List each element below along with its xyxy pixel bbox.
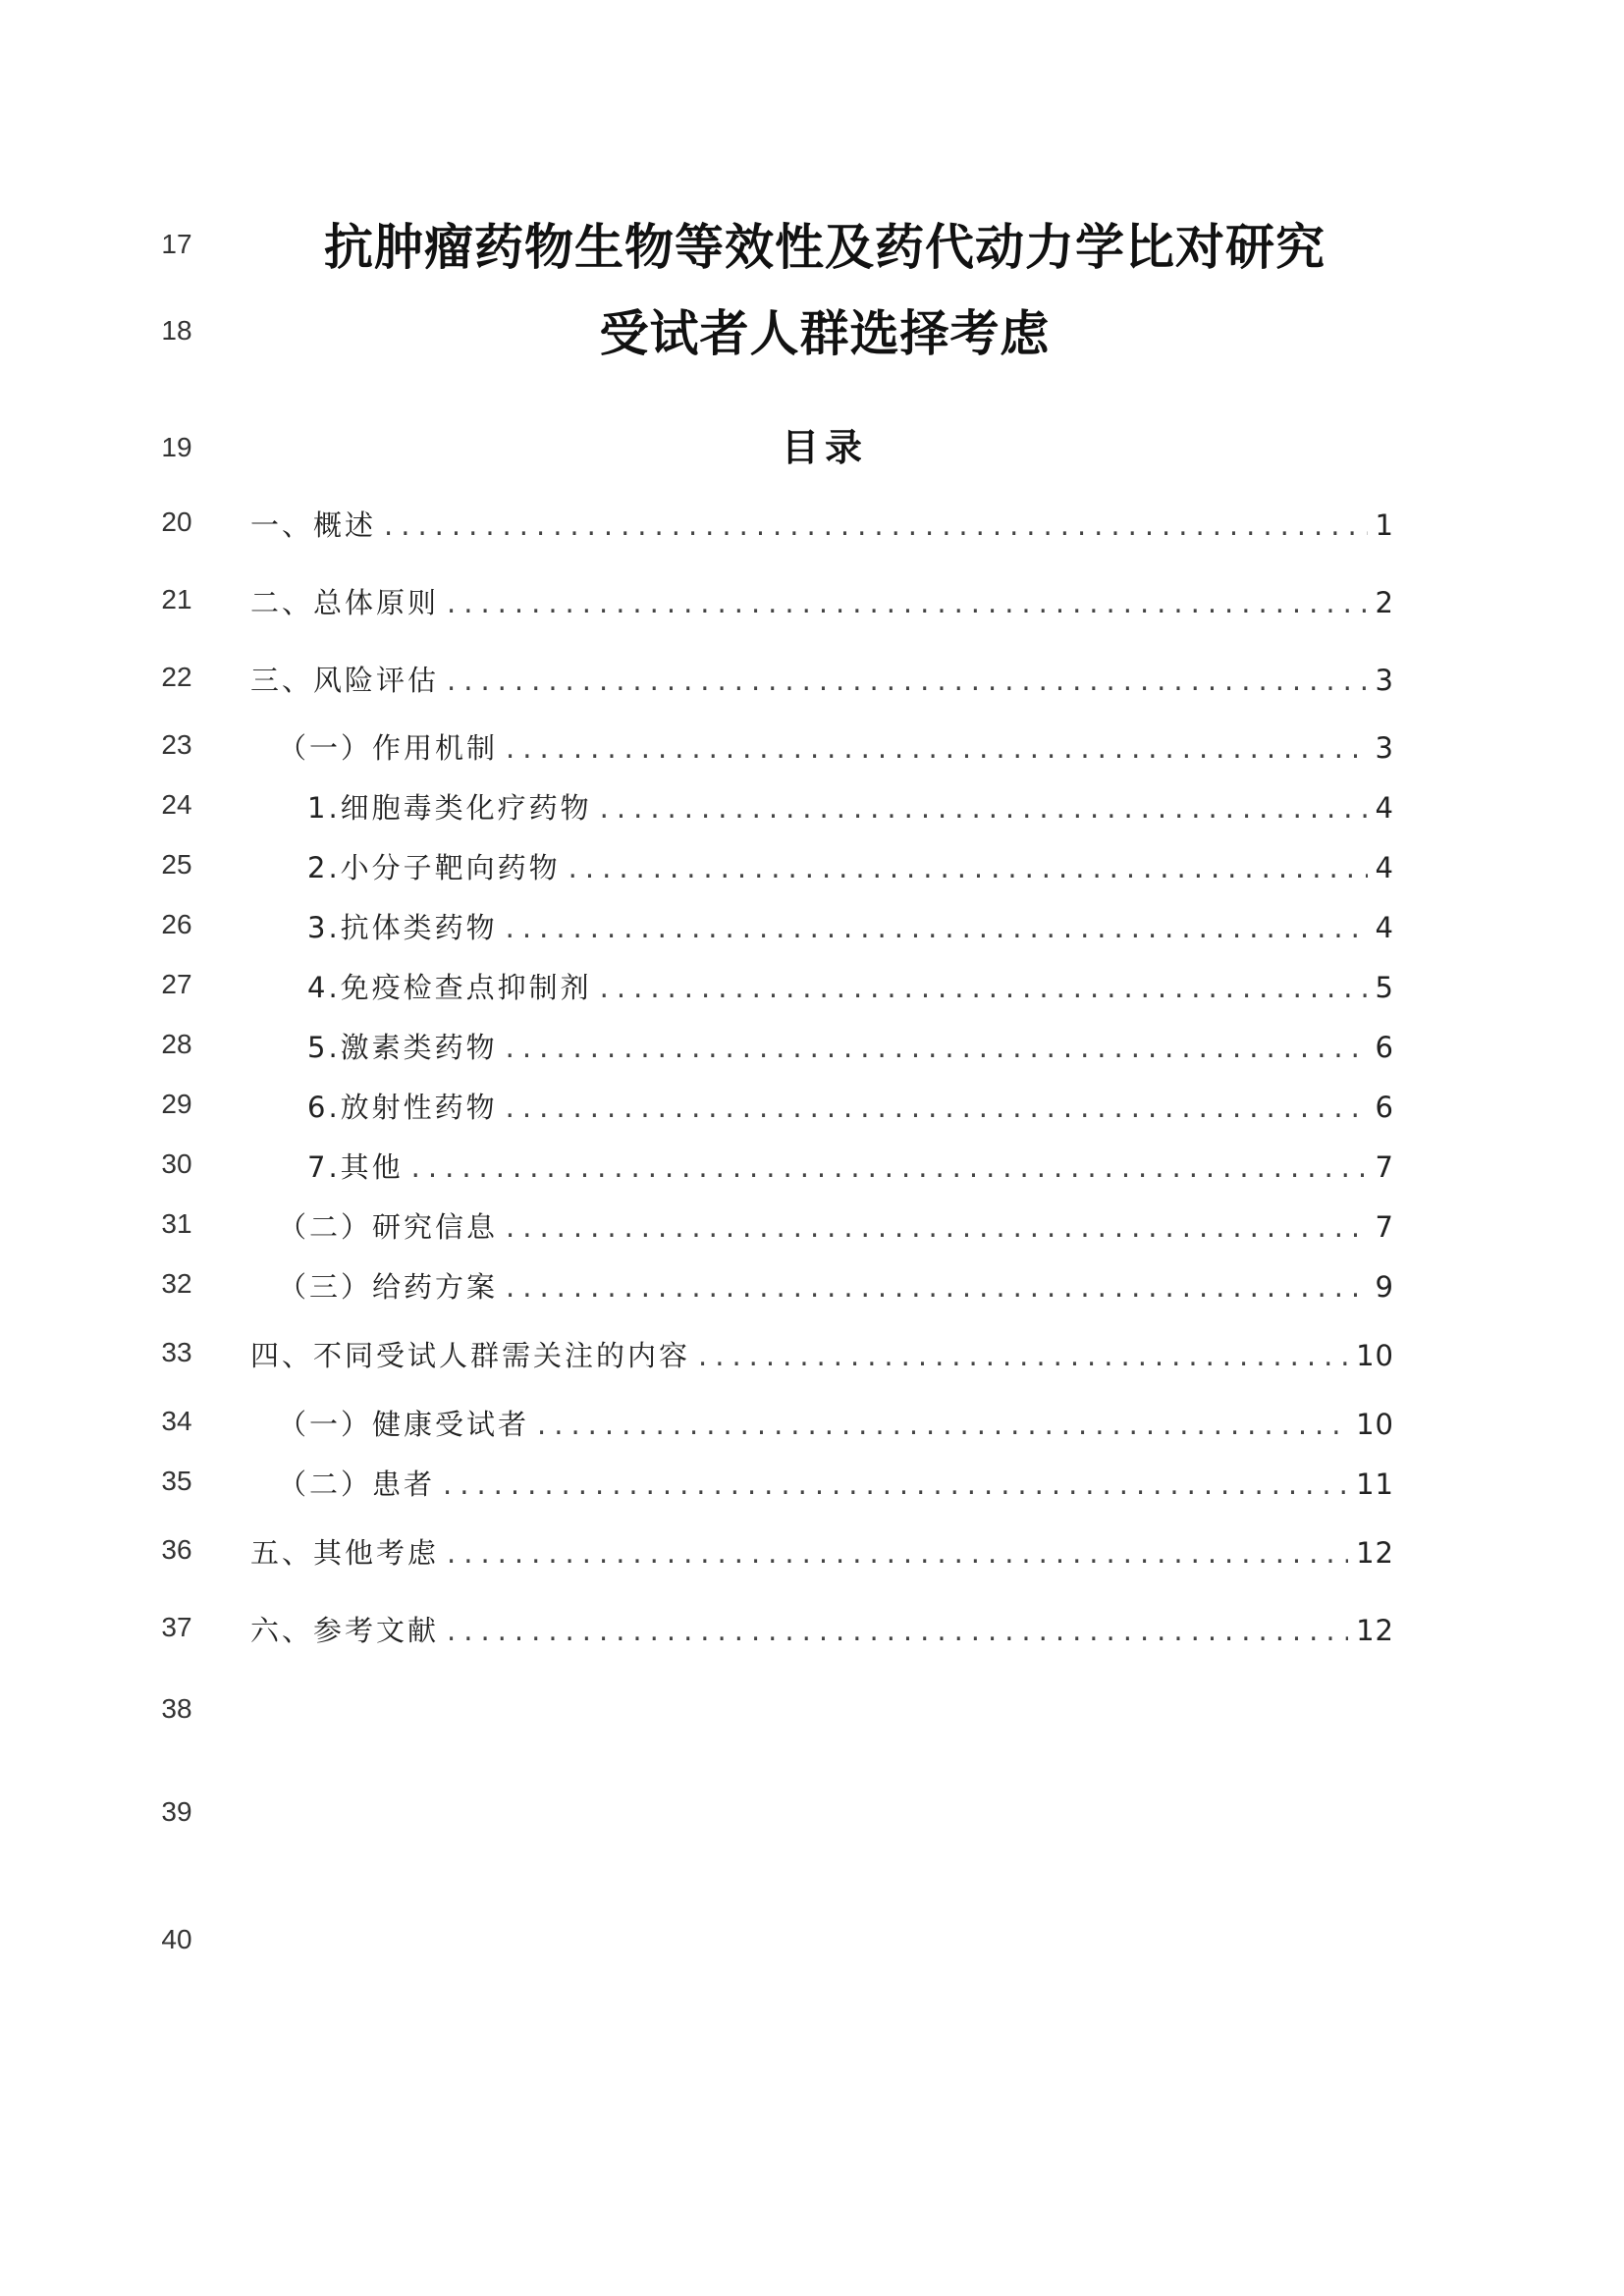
toc-entry-page: 12 xyxy=(1356,1614,1394,1647)
line-number: 28 xyxy=(161,1029,192,1059)
line-number: 20 xyxy=(161,507,192,537)
toc-leader-dots xyxy=(506,731,1368,765)
toc-entry[interactable] xyxy=(307,906,1394,946)
document-title-line-1: 抗肿瘤药物生物等效性及药代动力学比对研究 xyxy=(324,219,1326,276)
line-number: 29 xyxy=(161,1089,192,1119)
toc-entry[interactable] xyxy=(250,581,1394,621)
toc-entry-page: 6 xyxy=(1375,1031,1394,1064)
line-number: 24 xyxy=(161,789,192,820)
toc-leader-dots xyxy=(600,971,1368,1004)
toc-entry-label: 四、不同受试人群需关注的内容 xyxy=(250,1339,691,1372)
toc-leader-dots xyxy=(447,1536,1348,1570)
line-number: 35 xyxy=(161,1466,192,1496)
toc-entry-label: 一、概述 xyxy=(250,508,377,542)
toc-entry-page: 3 xyxy=(1375,731,1394,765)
toc-leader-dots xyxy=(506,1031,1368,1064)
line-number: 17 xyxy=(161,229,192,259)
document-title-line-2: 受试者人群选择考虑 xyxy=(599,305,1051,362)
toc-entry-label: 1.细胞毒类化疗药物 xyxy=(307,791,592,825)
line-number: 32 xyxy=(161,1268,192,1299)
line-number: 18 xyxy=(161,315,192,346)
toc-entry[interactable] xyxy=(278,1403,1394,1443)
toc-entry-page: 2 xyxy=(1375,586,1394,619)
toc-entry[interactable] xyxy=(278,1265,1394,1306)
toc-entry-label: （二）患者 xyxy=(278,1468,436,1501)
toc-entry[interactable] xyxy=(307,1086,1394,1126)
toc-entry-label: 4.免疫检查点抑制剂 xyxy=(307,971,592,1004)
toc-leader-dots xyxy=(568,851,1368,884)
toc-leader-dots xyxy=(506,911,1368,944)
toc-leader-dots xyxy=(600,791,1368,825)
toc-entry[interactable] xyxy=(278,1205,1394,1246)
line-number: 40 xyxy=(161,1924,192,1954)
toc-entry-page: 5 xyxy=(1375,971,1394,1004)
line-number: 36 xyxy=(161,1534,192,1565)
line-number: 23 xyxy=(161,729,192,760)
toc-entry[interactable] xyxy=(250,1334,1394,1374)
toc-entry-page: 4 xyxy=(1375,851,1394,884)
toc-heading: 目录 xyxy=(781,426,868,469)
line-number: 30 xyxy=(161,1148,192,1179)
toc-entry-page: 7 xyxy=(1375,1210,1394,1244)
toc-leader-dots xyxy=(698,1339,1348,1372)
toc-entry-label: 五、其他考虑 xyxy=(250,1536,440,1570)
toc-leader-dots xyxy=(506,1091,1368,1124)
toc-entry-label: 二、总体原则 xyxy=(250,586,440,619)
toc-entry-label: （一）健康受试者 xyxy=(278,1408,530,1441)
toc-entry-page: 3 xyxy=(1375,664,1394,697)
line-number: 25 xyxy=(161,849,192,880)
line-number: 31 xyxy=(161,1208,192,1239)
toc-leader-dots xyxy=(506,1270,1368,1304)
line-number: 33 xyxy=(161,1337,192,1367)
line-number: 27 xyxy=(161,969,192,999)
toc-entry[interactable] xyxy=(307,1026,1394,1066)
toc-entry-page: 10 xyxy=(1356,1408,1394,1441)
toc-entry-page: 10 xyxy=(1356,1339,1394,1372)
line-number: 19 xyxy=(161,432,192,462)
toc-leader-dots xyxy=(447,664,1368,697)
toc-entry[interactable] xyxy=(307,786,1394,827)
toc-entry-label: 六、参考文献 xyxy=(250,1614,440,1647)
line-number: 37 xyxy=(161,1612,192,1642)
line-number: 26 xyxy=(161,909,192,939)
toc-leader-dots xyxy=(411,1150,1368,1184)
toc-entry[interactable] xyxy=(250,659,1394,699)
toc-entry[interactable] xyxy=(307,966,1394,1006)
line-number: 38 xyxy=(161,1693,192,1724)
toc-leader-dots xyxy=(447,1614,1348,1647)
line-number: 22 xyxy=(161,662,192,692)
toc-leader-dots xyxy=(506,1210,1368,1244)
toc-entry-label: 3.抗体类药物 xyxy=(307,911,498,944)
toc-entry-label: 6.放射性药物 xyxy=(307,1091,498,1124)
toc-entry[interactable] xyxy=(307,1146,1394,1186)
toc-entry-page: 4 xyxy=(1375,791,1394,825)
toc-entry-label: （一）作用机制 xyxy=(278,731,499,765)
toc-entry[interactable] xyxy=(250,1609,1394,1649)
toc-entry-page: 7 xyxy=(1375,1150,1394,1184)
toc-entry[interactable] xyxy=(250,1531,1394,1572)
toc-entry-label: （三）给药方案 xyxy=(278,1270,499,1304)
toc-entry[interactable] xyxy=(307,846,1394,886)
toc-leader-dots xyxy=(384,508,1368,542)
toc-entry[interactable] xyxy=(278,1463,1394,1503)
line-number: 34 xyxy=(161,1406,192,1436)
toc-entry-label: 7.其他 xyxy=(307,1150,404,1184)
toc-entry-page: 12 xyxy=(1356,1536,1394,1570)
toc-entry-page: 6 xyxy=(1375,1091,1394,1124)
toc-entry-page: 4 xyxy=(1375,911,1394,944)
toc-entry-label: 三、风险评估 xyxy=(250,664,440,697)
toc-entry-label: 5.激素类药物 xyxy=(307,1031,498,1064)
toc-leader-dots xyxy=(443,1468,1348,1501)
toc-entry-page: 9 xyxy=(1375,1270,1394,1304)
toc-entry-page: 1 xyxy=(1375,508,1394,542)
toc-entry-label: 2.小分子靶向药物 xyxy=(307,851,561,884)
toc-leader-dots xyxy=(447,586,1368,619)
line-number: 21 xyxy=(161,584,192,614)
toc-entry[interactable] xyxy=(250,504,1394,544)
toc-entry-page: 11 xyxy=(1356,1468,1394,1501)
toc-leader-dots xyxy=(537,1408,1348,1441)
toc-entry[interactable] xyxy=(278,726,1394,767)
toc-entry-label: （二）研究信息 xyxy=(278,1210,499,1244)
line-number: 39 xyxy=(161,1796,192,1827)
